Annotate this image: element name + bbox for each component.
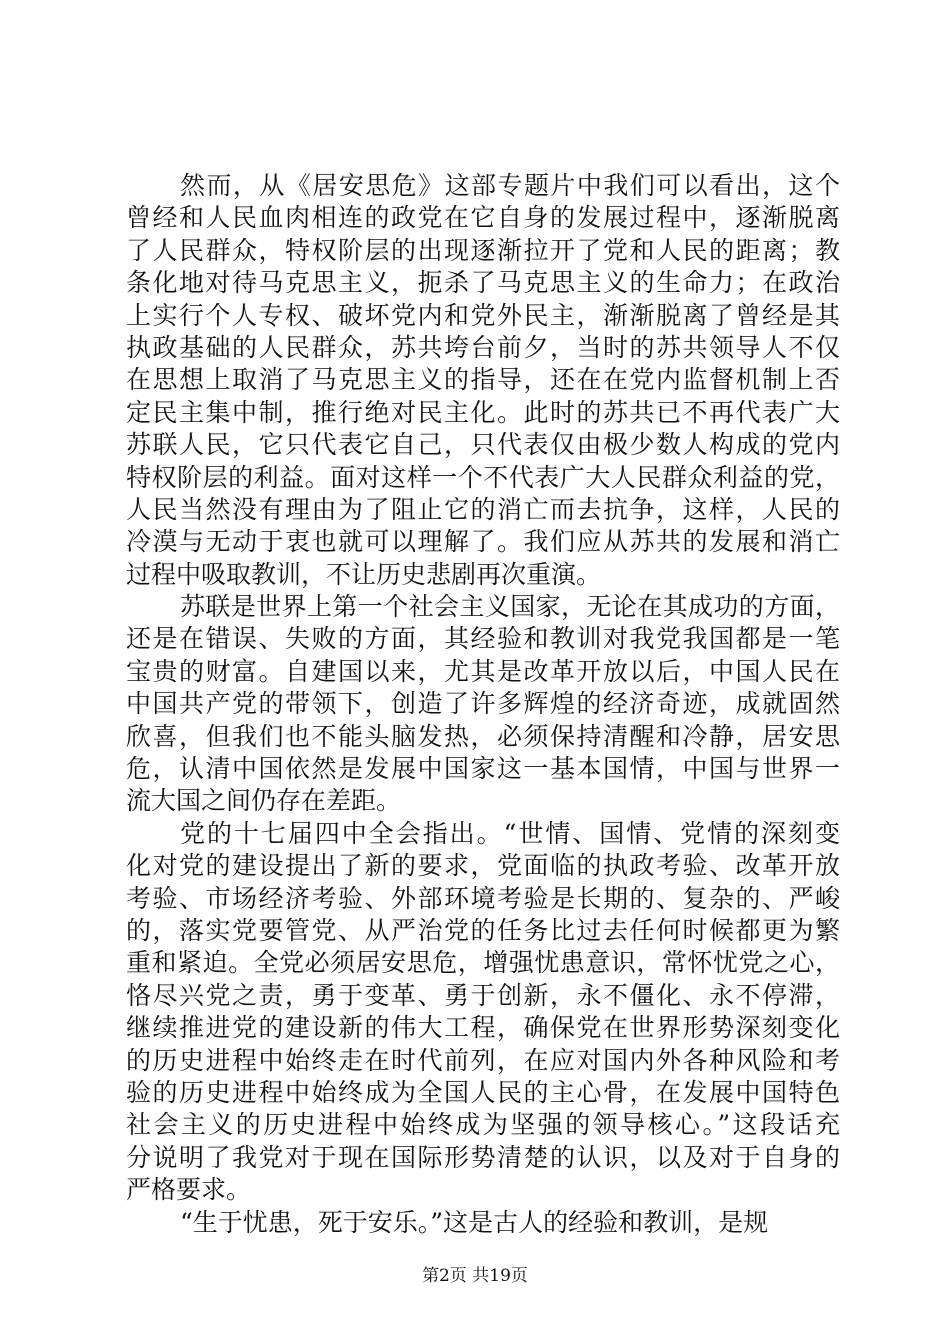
text-line: 还是在错误、失败的方面，其经验和教训对我党我国都是一笔 bbox=[126, 624, 840, 654]
text-line: 验的历史进程中始终成为全国人民的主心骨，在发展中国特色 bbox=[126, 1077, 840, 1107]
paragraph bbox=[126, 1207, 840, 1239]
text-line: 曾经和人民血肉相连的政党在它自身的发展过程中，逐渐脱离 bbox=[126, 203, 840, 233]
text-line: 化对党的建设提出了新的要求，党面临的执政考验、改革开放 bbox=[126, 851, 840, 881]
text-line: 恪尽兴党之责，勇于变革、勇于创新，永不僵化、永不停滞， bbox=[126, 980, 840, 1010]
text-line: 苏联是世界上第一个社会主义国家，无论在其成功的方面， bbox=[180, 592, 840, 622]
text-line: 中国共产党的带领下，创造了许多辉煌的经济奇迹，成就固然 bbox=[126, 689, 840, 719]
text-line: 执政基础的人民群众，苏共垮台前夕，当时的苏共领导人不仅 bbox=[126, 332, 840, 362]
text-line: 的历史进程中始终走在时代前列，在应对国内外各种风险和考 bbox=[126, 1045, 840, 1075]
paragraph bbox=[126, 591, 840, 818]
document-body bbox=[126, 170, 840, 1239]
text-line: 流大国之间仍存在差距。 bbox=[126, 786, 402, 816]
text-line: 然而，从《居安思危》这部专题片中我们可以看出，这个 bbox=[180, 171, 840, 200]
text-line: 定民主集中制，推行绝对民主化。此时的苏共已不再代表广大 bbox=[126, 397, 840, 427]
text-line: 条化地对待马克思主义，扼杀了马克思主义的生命力；在政治 bbox=[126, 268, 840, 298]
text-line: 上实行个人专权、破坏党内和党外民主，渐渐脱离了曾经是其 bbox=[126, 300, 840, 330]
text-line: 党的十七届四中全会指出。“世情、国情、党情的深刻变 bbox=[180, 818, 840, 848]
text-line: 宝贵的财富。自建国以来，尤其是改革开放以后，中国人民在 bbox=[126, 656, 840, 686]
text-line: 了人民群众，特权阶层的出现逐渐拉开了党和人民的距离；教 bbox=[126, 235, 840, 265]
text-line: 特权阶层的利益。面对这样一个不代表广大人民群众利益的党， bbox=[126, 462, 840, 492]
text-line: 严格要求。 bbox=[126, 1175, 252, 1205]
text-line: 重和紧迫。全党必须居安思危，增强忧患意识，常怀忧党之心， bbox=[126, 948, 840, 978]
text-line: 在思想上取消了马克思主义的指导，还在在党内监督机制上否 bbox=[126, 365, 840, 395]
paragraph bbox=[126, 818, 840, 1207]
text-line: 社会主义的历史进程中始终成为坚强的领导核心。”这段话充 bbox=[126, 1110, 840, 1140]
text-line: 欣喜，但我们也不能头脑发热，必须保持清醒和冷静，居安思 bbox=[126, 721, 840, 751]
text-line: 苏联人民，它只代表它自己，只代表仅由极少数人构成的党内 bbox=[126, 430, 840, 460]
paragraph bbox=[126, 170, 840, 591]
text-line: 的，落实党要管党、从严治党的任务比过去任何时候都更为繁 bbox=[126, 915, 840, 945]
page-footer: 第2页 共19页 bbox=[422, 1266, 528, 1286]
text-line: 继续推进党的建设新的伟大工程，确保党在世界形势深刻变化 bbox=[126, 1013, 840, 1043]
text-line: 分说明了我党对于现在国际形势清楚的认识，以及对于自身的 bbox=[126, 1142, 840, 1172]
text-line: 过程中吸取教训，不让历史悲剧再次重演。 bbox=[126, 559, 602, 589]
text-line: 冷漠与无动于衷也就可以理解了。我们应从苏共的发展和消亡 bbox=[126, 527, 840, 557]
text-line: 危，认清中国依然是发展中国家这一基本国情，中国与世界一 bbox=[126, 754, 840, 784]
text-line: 人民当然没有理由为了阻止它的消亡而去抗争，这样，人民的 bbox=[126, 494, 840, 524]
text-line: “生于忧患，死于安乐。”这是古人的经验和教训，是规 bbox=[180, 1207, 769, 1237]
text-line: 考验、市场经济考验、外部环境考验是长期的、复杂的、严峻 bbox=[126, 883, 840, 913]
